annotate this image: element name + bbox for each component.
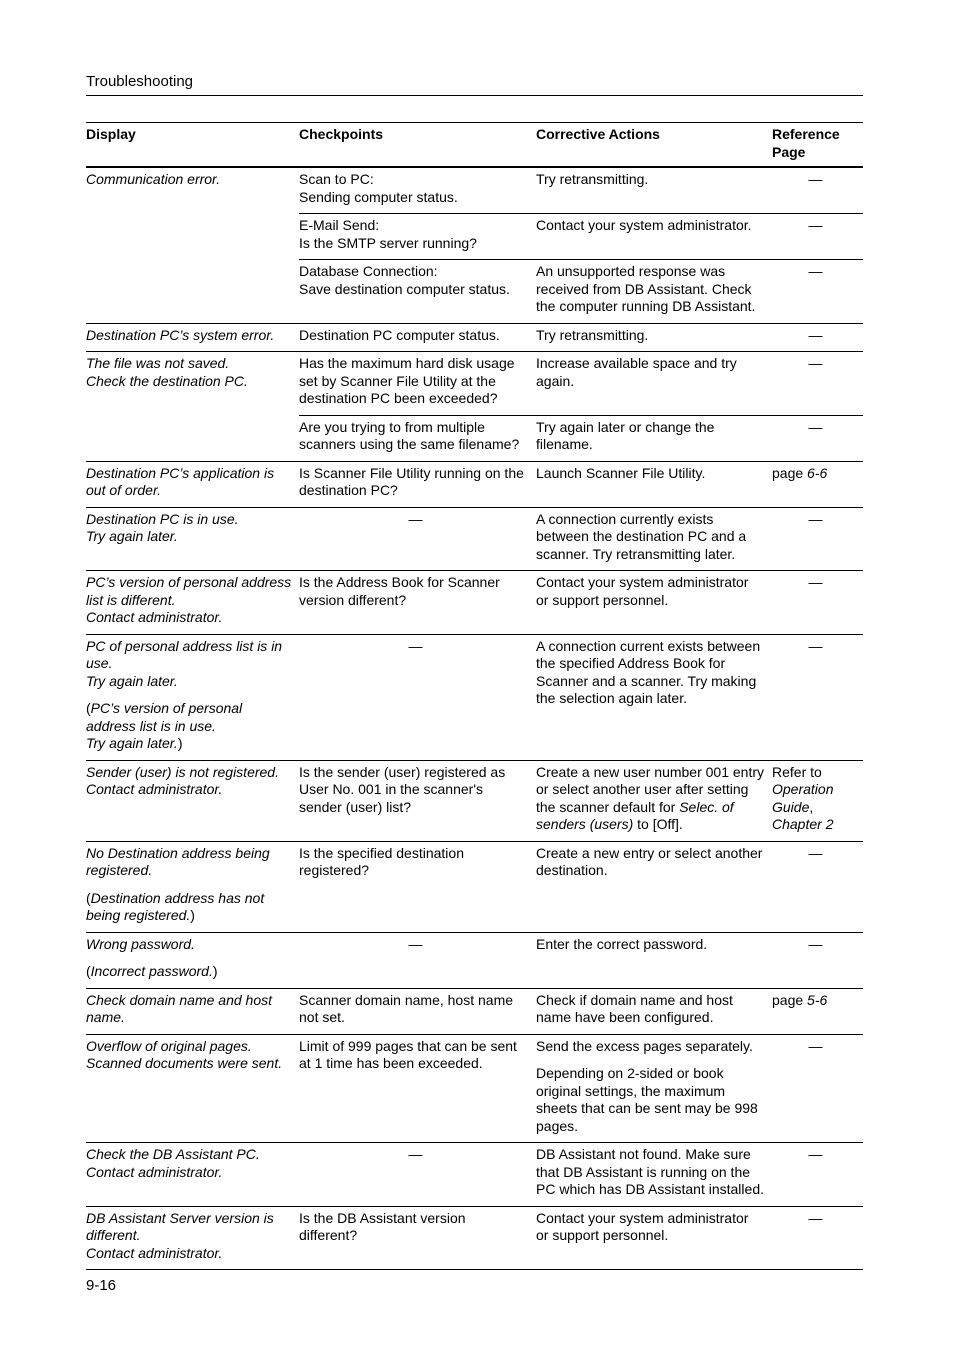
checkpoint-line: Is the SMTP server running? bbox=[299, 234, 477, 251]
display-cell bbox=[86, 507, 299, 571]
display-cell bbox=[86, 1206, 299, 1270]
display-alt-text: being registered. bbox=[86, 907, 191, 923]
display-text: out of order. bbox=[86, 482, 161, 498]
reference-prefix: page bbox=[772, 464, 808, 481]
display-text: DB Assistant Server version is bbox=[86, 1209, 274, 1226]
display-text: name. bbox=[86, 1009, 125, 1025]
reference-line[interactable]: Operation bbox=[772, 781, 834, 797]
reference-page-link[interactable]: 5-6 bbox=[807, 991, 828, 1008]
display-alt bbox=[86, 890, 295, 925]
paren: ) bbox=[190, 907, 195, 923]
action-line: Scanner and a scanner. Try making bbox=[536, 672, 757, 689]
table-row bbox=[86, 352, 863, 416]
display-text: Sender (user) is not registered. bbox=[86, 763, 279, 780]
checkpoint-cell bbox=[299, 988, 536, 1034]
display-text: Contact administrator. bbox=[86, 781, 223, 797]
action-line: A connection current exists between bbox=[536, 637, 761, 654]
checkpoint-line: destination PC been exceeded? bbox=[299, 390, 498, 406]
display-alt bbox=[86, 700, 295, 753]
paren: ( bbox=[86, 889, 91, 906]
reference-cell: — bbox=[808, 1037, 823, 1054]
checkpoint-line: Scanner domain name, host name bbox=[299, 991, 514, 1008]
col-reference-header bbox=[772, 123, 863, 168]
reference-cell: — bbox=[808, 574, 823, 590]
action-cell: Contact your system administrator. bbox=[536, 217, 752, 233]
display-text: Try again later. bbox=[86, 528, 178, 544]
display-cell bbox=[86, 571, 299, 635]
action-cell bbox=[536, 760, 772, 841]
checkpoint-cell: — bbox=[408, 1146, 423, 1162]
action-line: the computer running DB Assistant. bbox=[536, 298, 756, 314]
reference-header-line-1: Reference bbox=[772, 126, 840, 142]
action-line: destination. bbox=[536, 862, 608, 878]
action-line: name have been configured. bbox=[536, 1009, 714, 1025]
col-display-header: Display bbox=[86, 126, 136, 142]
table-row bbox=[86, 841, 863, 932]
action-cell bbox=[536, 1143, 772, 1207]
display-text: Overflow of original pages. bbox=[86, 1037, 252, 1054]
reference-cell: — bbox=[808, 935, 823, 952]
reference-cell: — bbox=[808, 637, 823, 654]
header-rule bbox=[86, 95, 863, 96]
checkpoint-cell bbox=[299, 214, 536, 260]
display-text: different. bbox=[86, 1227, 141, 1243]
display-text: No Destination address being bbox=[86, 844, 270, 861]
display-cell bbox=[86, 352, 299, 462]
display-text: PC’s version of personal address bbox=[86, 574, 292, 590]
checkpoint-cell bbox=[299, 461, 536, 507]
action-line: Create a new user number 001 entry bbox=[536, 763, 765, 780]
display-alt-text: address list is in use. bbox=[86, 717, 216, 734]
running-header: Troubleshooting bbox=[86, 73, 194, 90]
display-cell bbox=[86, 932, 299, 988]
display-text: PC of personal address list is in bbox=[86, 637, 283, 654]
display-alt-text: Incorrect password. bbox=[90, 963, 213, 979]
action-cell bbox=[536, 841, 772, 932]
troubleshooting-table bbox=[86, 122, 863, 1270]
action-cell bbox=[536, 1034, 772, 1143]
checkpoint-line: version different? bbox=[299, 591, 407, 608]
reference-cell: — bbox=[808, 171, 823, 187]
action-line: or support personnel. bbox=[536, 1227, 669, 1243]
display-alt bbox=[86, 963, 295, 981]
display-text: Contact administrator. bbox=[86, 609, 223, 625]
checkpoint-line: Are you trying to from multiple bbox=[299, 418, 485, 435]
table-row bbox=[86, 1143, 863, 1207]
col-actions-header: Corrective Actions bbox=[536, 126, 660, 142]
display-text: Try again later. bbox=[86, 672, 178, 689]
reference-cell: — bbox=[808, 510, 823, 527]
action-cell bbox=[536, 415, 772, 461]
action-line: original settings, the maximum bbox=[536, 1082, 726, 1099]
display-text: Check the DB Assistant PC. bbox=[86, 1146, 260, 1162]
checkpoint-line: User No. 001 in the scanner's bbox=[299, 781, 483, 797]
checkpoint-cell: — bbox=[408, 935, 423, 952]
action-line: An unsupported response was bbox=[536, 263, 726, 279]
display-text: Destination PC is in use. bbox=[86, 510, 239, 527]
checkpoint-line: registered? bbox=[299, 862, 370, 878]
display-text: Check domain name and host bbox=[86, 991, 272, 1008]
checkpoint-cell bbox=[299, 1206, 536, 1270]
action-line: Contact your system administrator bbox=[536, 1209, 749, 1226]
display-cell: Destination PC’s system error. bbox=[86, 326, 275, 343]
display-text: Destination PC’s application is bbox=[86, 464, 275, 481]
page-number: 9-16 bbox=[86, 1277, 117, 1294]
checkpoint-line: E-Mail Send: bbox=[299, 217, 380, 233]
reference-cell bbox=[772, 461, 863, 507]
table-row bbox=[86, 323, 863, 352]
action-cell bbox=[536, 571, 772, 635]
checkpoint-cell: — bbox=[408, 510, 423, 527]
action-line: the specified Address Book for bbox=[536, 655, 726, 671]
paren: ( bbox=[86, 700, 91, 716]
reference-prefix: page bbox=[772, 991, 808, 1008]
action-line: A connection currently exists bbox=[536, 510, 714, 527]
action-line: Contact your system administrator bbox=[536, 574, 749, 590]
display-cell bbox=[86, 1034, 299, 1143]
reference-cell: — bbox=[808, 263, 823, 279]
display-text: Wrong password. bbox=[86, 935, 195, 952]
action-cell bbox=[536, 1206, 772, 1270]
checkpoint-line: Database Connection: bbox=[299, 263, 438, 279]
table-row bbox=[86, 932, 863, 988]
display-cell bbox=[86, 461, 299, 507]
checkpoint-cell bbox=[299, 1034, 536, 1143]
action-cell: Try retransmitting. bbox=[536, 171, 649, 187]
checkpoint-line: Is the Address Book for Scanner bbox=[299, 574, 500, 590]
table-header-row bbox=[86, 123, 863, 168]
action-line: Create a new entry or select another bbox=[536, 844, 763, 861]
checkpoint-line: at 1 time has been exceeded. bbox=[299, 1055, 483, 1071]
action-cell: Enter the correct password. bbox=[536, 935, 708, 952]
action-line: filename. bbox=[536, 436, 593, 452]
display-cell bbox=[86, 841, 299, 932]
action-line: received from DB Assistant. Check bbox=[536, 280, 752, 297]
checkpoint-line: Scan to PC: bbox=[299, 171, 374, 187]
action-line: or support personnel. bbox=[536, 591, 669, 608]
table-row bbox=[86, 461, 863, 507]
paren: ( bbox=[86, 963, 91, 979]
action-cell bbox=[536, 988, 772, 1034]
reference-comma: , bbox=[809, 798, 814, 815]
reference-cell: — bbox=[808, 1209, 823, 1226]
action-line: scanner. Try retransmitting later. bbox=[536, 545, 736, 562]
setting-name: Selec. of bbox=[679, 798, 734, 815]
action-line: the selection again later. bbox=[536, 690, 687, 706]
checkpoint-line: Is the specified destination bbox=[299, 844, 464, 861]
display-cell bbox=[86, 988, 299, 1034]
checkpoint-line: Limit of 999 pages that can be sent bbox=[299, 1037, 517, 1054]
col-checkpoints-header: Checkpoints bbox=[299, 126, 384, 142]
display-text: registered. bbox=[86, 862, 153, 878]
reference-cell: — bbox=[808, 844, 823, 861]
display-text: Scanned documents were sent. bbox=[86, 1055, 283, 1071]
action-line: Increase available space and try bbox=[536, 355, 737, 371]
checkpoint-cell bbox=[299, 415, 536, 461]
display-text: Communication error. bbox=[86, 171, 221, 187]
checkpoint-line: Sending computer status. bbox=[299, 188, 458, 205]
reference-line: Refer to bbox=[772, 763, 822, 780]
checkpoint-line: destination PC? bbox=[299, 482, 398, 498]
display-alt-text: Destination address has not bbox=[90, 889, 265, 906]
checkpoint-cell bbox=[299, 260, 536, 324]
checkpoint-cell bbox=[299, 352, 536, 416]
table-row bbox=[86, 167, 863, 214]
action-cell: Launch Scanner File Utility. bbox=[536, 464, 706, 481]
reference-cell: — bbox=[808, 217, 823, 233]
action-line: PC which has DB Assistant installed. bbox=[536, 1181, 764, 1197]
display-text: Contact administrator. bbox=[86, 1244, 223, 1261]
checkpoint-line: Is Scanner File Utility running on the bbox=[299, 464, 524, 481]
action-line: pages. bbox=[536, 1117, 579, 1134]
reference-cell: — bbox=[808, 1146, 823, 1162]
checkpoint-line: Is the sender (user) registered as bbox=[299, 763, 506, 780]
display-text: list is different. bbox=[86, 591, 176, 608]
checkpoint-cell: Destination PC computer status. bbox=[299, 326, 500, 343]
checkpoint-cell bbox=[299, 841, 536, 932]
reference-page-link[interactable]: 6-6 bbox=[807, 464, 828, 481]
action-line: between the destination PC and a bbox=[536, 528, 747, 544]
action-cell: Try retransmitting. bbox=[536, 326, 649, 343]
reference-cell bbox=[772, 988, 863, 1034]
checkpoint-cell bbox=[299, 167, 536, 214]
paren: ) bbox=[212, 963, 218, 979]
action-cell bbox=[536, 260, 772, 324]
display-text: use. bbox=[86, 655, 113, 671]
checkpoint-line: scanners using the same filename? bbox=[299, 436, 520, 452]
action-line: Send the excess pages separately. bbox=[536, 1037, 753, 1054]
display-alt-text: Try again later. bbox=[86, 735, 178, 751]
table-row bbox=[86, 634, 863, 760]
display-cell bbox=[86, 167, 299, 323]
checkpoint-line: Save destination computer status. bbox=[299, 280, 510, 297]
checkpoint-cell: — bbox=[408, 637, 423, 654]
action-line: or select another user after setting bbox=[536, 781, 749, 797]
action-line: Depending on 2-sided or book bbox=[536, 1065, 724, 1081]
reference-cell bbox=[772, 760, 863, 841]
checkpoint-line: set by Scanner File Utility at the bbox=[299, 372, 496, 389]
table-row bbox=[86, 988, 863, 1034]
reference-header-line-2: Page bbox=[772, 143, 806, 160]
paren: ) bbox=[177, 735, 183, 751]
checkpoint-line: Has the maximum hard disk usage bbox=[299, 355, 515, 371]
display-text: Contact administrator. bbox=[86, 1163, 223, 1180]
table-row bbox=[86, 507, 863, 571]
table-row bbox=[86, 760, 863, 841]
display-text: The file was not saved. bbox=[86, 355, 230, 371]
checkpoint-cell bbox=[299, 571, 536, 635]
action-cell bbox=[536, 634, 772, 760]
action-line: Check if domain name and host bbox=[536, 991, 733, 1008]
action-line: sheets that can be sent may be 998 bbox=[536, 1100, 758, 1116]
checkpoint-line: sender (user) list? bbox=[299, 798, 412, 815]
reference-line[interactable]: Chapter 2 bbox=[772, 816, 834, 832]
checkpoint-cell bbox=[299, 760, 536, 841]
table-header bbox=[86, 123, 863, 168]
reference-cell: — bbox=[808, 355, 823, 371]
setting-name: senders (users) bbox=[536, 816, 634, 832]
action-line: that DB Assistant is running on the bbox=[536, 1163, 751, 1180]
action-line: again. bbox=[536, 372, 575, 389]
display-text: Check the destination PC. bbox=[86, 372, 248, 389]
display-alt-text: PC’s version of personal bbox=[90, 700, 243, 716]
checkpoint-line: not set. bbox=[299, 1009, 345, 1025]
action-line: Try again later or change the bbox=[536, 418, 715, 435]
display-cell bbox=[86, 760, 299, 841]
table-row bbox=[86, 571, 863, 635]
reference-line[interactable]: Guide bbox=[772, 798, 810, 815]
display-cell bbox=[86, 1143, 299, 1207]
display-cell bbox=[86, 634, 299, 760]
action-cell bbox=[536, 507, 772, 571]
action-text: to [Off]. bbox=[633, 816, 683, 832]
reference-cell: — bbox=[808, 326, 823, 343]
reference-cell: — bbox=[808, 418, 823, 435]
table-row bbox=[86, 1034, 863, 1143]
table-row bbox=[86, 1206, 863, 1270]
action-cell bbox=[536, 352, 772, 416]
checkpoint-line: different? bbox=[299, 1227, 358, 1243]
action-text: the scanner default for bbox=[536, 798, 680, 815]
action-note bbox=[536, 1065, 768, 1135]
checkpoint-line: Is the DB Assistant version bbox=[299, 1209, 466, 1226]
action-line: DB Assistant not found. Make sure bbox=[536, 1146, 751, 1162]
